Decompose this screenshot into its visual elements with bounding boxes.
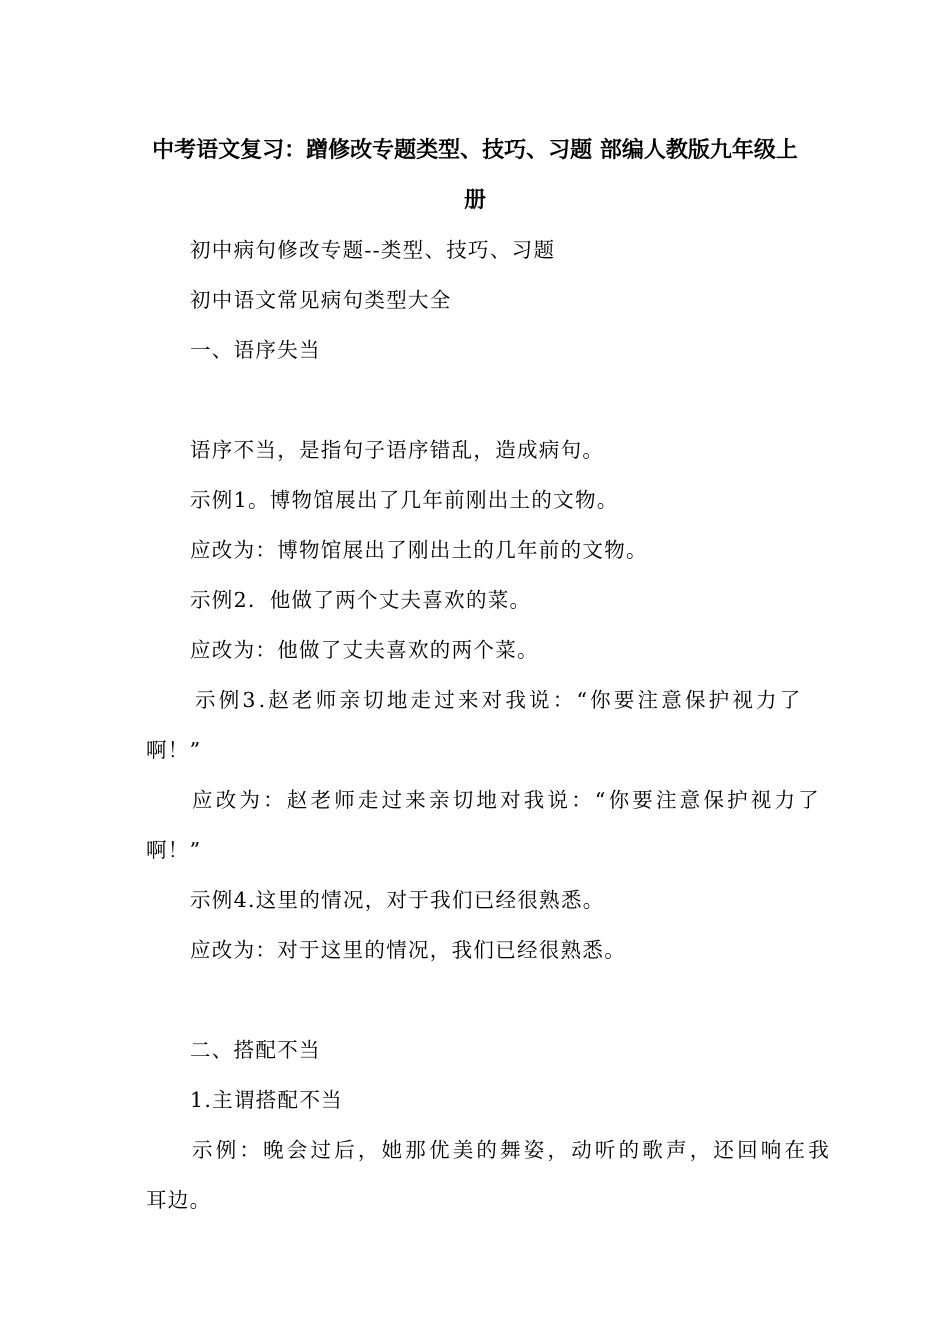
example-line-continued: 啊！” <box>146 738 202 762</box>
correction-line: 应改为：他做了丈夫喜欢的两个菜。 <box>190 638 539 662</box>
example-line: 示例4.这里的情况，对于我们已经很熟悉。 <box>190 888 605 912</box>
correction-line-continued: 啊！” <box>146 838 202 862</box>
section-heading: 一、语序失当 <box>190 338 321 362</box>
example-line: 示例1。博物馆展出了几年前刚出土的文物。 <box>190 488 619 512</box>
document-title-continued: 册 <box>463 188 486 213</box>
document-title: 中考语文复习：蹭修改专题类型、技巧、习题 部编人教版九年级上 <box>152 138 798 163</box>
example-line: 示例：晚会过后，她那优美的舞姿，动听的歌声，还回响在我 <box>192 1138 832 1162</box>
section-heading: 二、搭配不当 <box>190 1038 321 1062</box>
correction-line: 应改为：博物馆展出了刚出土的几年前的文物。 <box>190 538 648 562</box>
subtitle: 初中病句修改专题--类型、技巧、习题 <box>190 238 556 262</box>
example-line: 示例3.赵老师亲切地走过来对我说：“你要注意保护视力了 <box>195 688 804 712</box>
paragraph: 语序不当，是指句子语序错乱，造成病句。 <box>190 438 605 462</box>
example-line: 示例2．他做了两个丈夫喜欢的菜。 <box>190 588 532 612</box>
example-line-continued: 耳边。 <box>146 1188 212 1212</box>
correction-line: 应改为：赵老师走过来亲切地对我说：“你要注意保护视力了 <box>192 788 822 812</box>
subsection-heading: 1.主谓搭配不当 <box>190 1088 343 1112</box>
section-heading: 初中语文常见病句类型大全 <box>190 288 452 312</box>
correction-line: 应改为：对于这里的情况，我们已经很熟悉。 <box>190 938 626 962</box>
